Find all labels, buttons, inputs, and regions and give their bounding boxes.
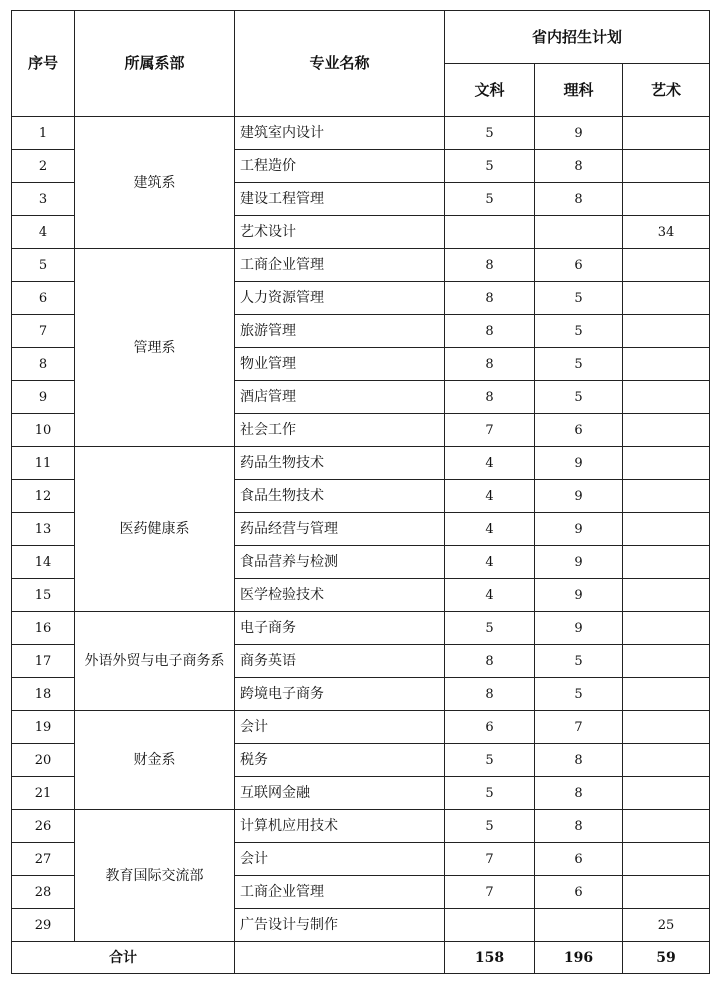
department-cell: 教育国际交流部 (75, 810, 235, 942)
major-cell: 物业管理 (235, 348, 445, 381)
art-cell (623, 249, 710, 282)
seq-cell: 11 (12, 447, 75, 480)
art-cell (623, 546, 710, 579)
art-cell (623, 810, 710, 843)
major-cell: 电子商务 (235, 612, 445, 645)
art-cell (623, 381, 710, 414)
seq-cell: 29 (12, 909, 75, 942)
department-cell: 医药健康系 (75, 447, 235, 612)
header-seq: 序号 (12, 11, 75, 117)
art-cell (623, 282, 710, 315)
table-row (12, 810, 710, 843)
art-cell (623, 315, 710, 348)
liberal-arts-cell: 5 (445, 744, 535, 777)
seq-cell: 12 (12, 480, 75, 513)
total-label: 合计 (12, 942, 235, 974)
science-cell: 5 (535, 315, 623, 348)
major-cell: 药品经营与管理 (235, 513, 445, 546)
art-cell: 25 (623, 909, 710, 942)
liberal-arts-cell: 8 (445, 381, 535, 414)
art-cell (623, 348, 710, 381)
art-cell (623, 447, 710, 480)
major-cell: 酒店管理 (235, 381, 445, 414)
science-cell: 8 (535, 810, 623, 843)
department-cell: 财金系 (75, 711, 235, 810)
seq-cell: 8 (12, 348, 75, 381)
header-row (12, 11, 710, 64)
header-art: 艺术 (623, 64, 710, 117)
art-cell (623, 678, 710, 711)
art-cell (623, 645, 710, 678)
science-cell: 9 (535, 579, 623, 612)
science-cell: 9 (535, 612, 623, 645)
art-cell (623, 183, 710, 216)
seq-cell: 9 (12, 381, 75, 414)
art-cell (623, 612, 710, 645)
major-cell: 会计 (235, 843, 445, 876)
liberal-arts-cell: 8 (445, 645, 535, 678)
science-cell: 6 (535, 876, 623, 909)
seq-cell: 17 (12, 645, 75, 678)
seq-cell: 3 (12, 183, 75, 216)
seq-cell: 2 (12, 150, 75, 183)
art-cell (623, 744, 710, 777)
major-cell: 食品生物技术 (235, 480, 445, 513)
major-cell: 跨境电子商务 (235, 678, 445, 711)
science-cell: 9 (535, 480, 623, 513)
major-cell: 工商企业管理 (235, 876, 445, 909)
seq-cell: 10 (12, 414, 75, 447)
liberal-arts-cell: 4 (445, 513, 535, 546)
liberal-arts-cell: 6 (445, 711, 535, 744)
liberal-arts-cell: 5 (445, 117, 535, 150)
table-row (12, 612, 710, 645)
art-cell (623, 150, 710, 183)
liberal-arts-cell: 8 (445, 678, 535, 711)
science-cell: 9 (535, 513, 623, 546)
total-row (12, 942, 710, 974)
major-cell: 建筑室内设计 (235, 117, 445, 150)
liberal-arts-cell: 5 (445, 810, 535, 843)
liberal-arts-cell: 4 (445, 480, 535, 513)
seq-cell: 26 (12, 810, 75, 843)
seq-cell: 6 (12, 282, 75, 315)
science-cell (535, 909, 623, 942)
liberal-arts-cell: 7 (445, 414, 535, 447)
seq-cell: 4 (12, 216, 75, 249)
liberal-arts-cell: 4 (445, 579, 535, 612)
liberal-arts-cell: 7 (445, 876, 535, 909)
science-cell: 5 (535, 645, 623, 678)
science-cell: 5 (535, 282, 623, 315)
liberal-arts-cell: 5 (445, 777, 535, 810)
liberal-arts-cell: 8 (445, 282, 535, 315)
science-cell: 7 (535, 711, 623, 744)
major-cell: 人力资源管理 (235, 282, 445, 315)
total-art: 59 (623, 942, 710, 974)
total-liberal-arts: 158 (445, 942, 535, 974)
major-cell: 商务英语 (235, 645, 445, 678)
art-cell (623, 711, 710, 744)
seq-cell: 1 (12, 117, 75, 150)
liberal-arts-cell: 8 (445, 348, 535, 381)
art-cell (623, 513, 710, 546)
major-cell: 旅游管理 (235, 315, 445, 348)
art-cell (623, 117, 710, 150)
art-cell (623, 843, 710, 876)
major-cell: 会计 (235, 711, 445, 744)
seq-cell: 27 (12, 843, 75, 876)
enrollment-plan-table (11, 10, 710, 974)
major-cell: 建设工程管理 (235, 183, 445, 216)
total-science: 196 (535, 942, 623, 974)
art-cell (623, 876, 710, 909)
liberal-arts-cell: 4 (445, 447, 535, 480)
science-cell: 9 (535, 447, 623, 480)
science-cell: 9 (535, 117, 623, 150)
liberal-arts-cell: 5 (445, 612, 535, 645)
art-cell (623, 579, 710, 612)
seq-cell: 14 (12, 546, 75, 579)
major-cell: 广告设计与制作 (235, 909, 445, 942)
science-cell: 6 (535, 843, 623, 876)
major-cell: 艺术设计 (235, 216, 445, 249)
major-cell: 药品生物技术 (235, 447, 445, 480)
seq-cell: 21 (12, 777, 75, 810)
table-row (12, 447, 710, 480)
major-cell: 互联网金融 (235, 777, 445, 810)
major-cell: 医学检验技术 (235, 579, 445, 612)
liberal-arts-cell (445, 909, 535, 942)
liberal-arts-cell: 4 (445, 546, 535, 579)
major-cell: 工程造价 (235, 150, 445, 183)
seq-cell: 16 (12, 612, 75, 645)
science-cell: 8 (535, 183, 623, 216)
science-cell: 8 (535, 777, 623, 810)
art-cell: 34 (623, 216, 710, 249)
seq-cell: 19 (12, 711, 75, 744)
art-cell (623, 414, 710, 447)
liberal-arts-cell: 5 (445, 150, 535, 183)
science-cell: 8 (535, 150, 623, 183)
science-cell: 8 (535, 744, 623, 777)
header-science: 理科 (535, 64, 623, 117)
liberal-arts-cell: 5 (445, 183, 535, 216)
department-cell: 外语外贸与电子商务系 (75, 612, 235, 711)
seq-cell: 28 (12, 876, 75, 909)
science-cell: 9 (535, 546, 623, 579)
table-row (12, 249, 710, 282)
art-cell (623, 480, 710, 513)
total-major-cell (235, 942, 445, 974)
liberal-arts-cell (445, 216, 535, 249)
seq-cell: 20 (12, 744, 75, 777)
major-cell: 计算机应用技术 (235, 810, 445, 843)
seq-cell: 13 (12, 513, 75, 546)
seq-cell: 5 (12, 249, 75, 282)
science-cell (535, 216, 623, 249)
science-cell: 6 (535, 249, 623, 282)
header-liberal-arts: 文科 (445, 64, 535, 117)
seq-cell: 7 (12, 315, 75, 348)
table-row (12, 117, 710, 150)
header-plan: 省内招生计划 (445, 11, 710, 64)
major-cell: 税务 (235, 744, 445, 777)
science-cell: 6 (535, 414, 623, 447)
liberal-arts-cell: 8 (445, 315, 535, 348)
seq-cell: 18 (12, 678, 75, 711)
major-cell: 食品营养与检测 (235, 546, 445, 579)
art-cell (623, 777, 710, 810)
liberal-arts-cell: 8 (445, 249, 535, 282)
header-major: 专业名称 (235, 11, 445, 117)
liberal-arts-cell: 7 (445, 843, 535, 876)
seq-cell: 15 (12, 579, 75, 612)
science-cell: 5 (535, 348, 623, 381)
science-cell: 5 (535, 381, 623, 414)
table-row (12, 711, 710, 744)
department-cell: 管理系 (75, 249, 235, 447)
major-cell: 社会工作 (235, 414, 445, 447)
department-cell: 建筑系 (75, 117, 235, 249)
major-cell: 工商企业管理 (235, 249, 445, 282)
science-cell: 5 (535, 678, 623, 711)
header-department: 所属系部 (75, 11, 235, 117)
